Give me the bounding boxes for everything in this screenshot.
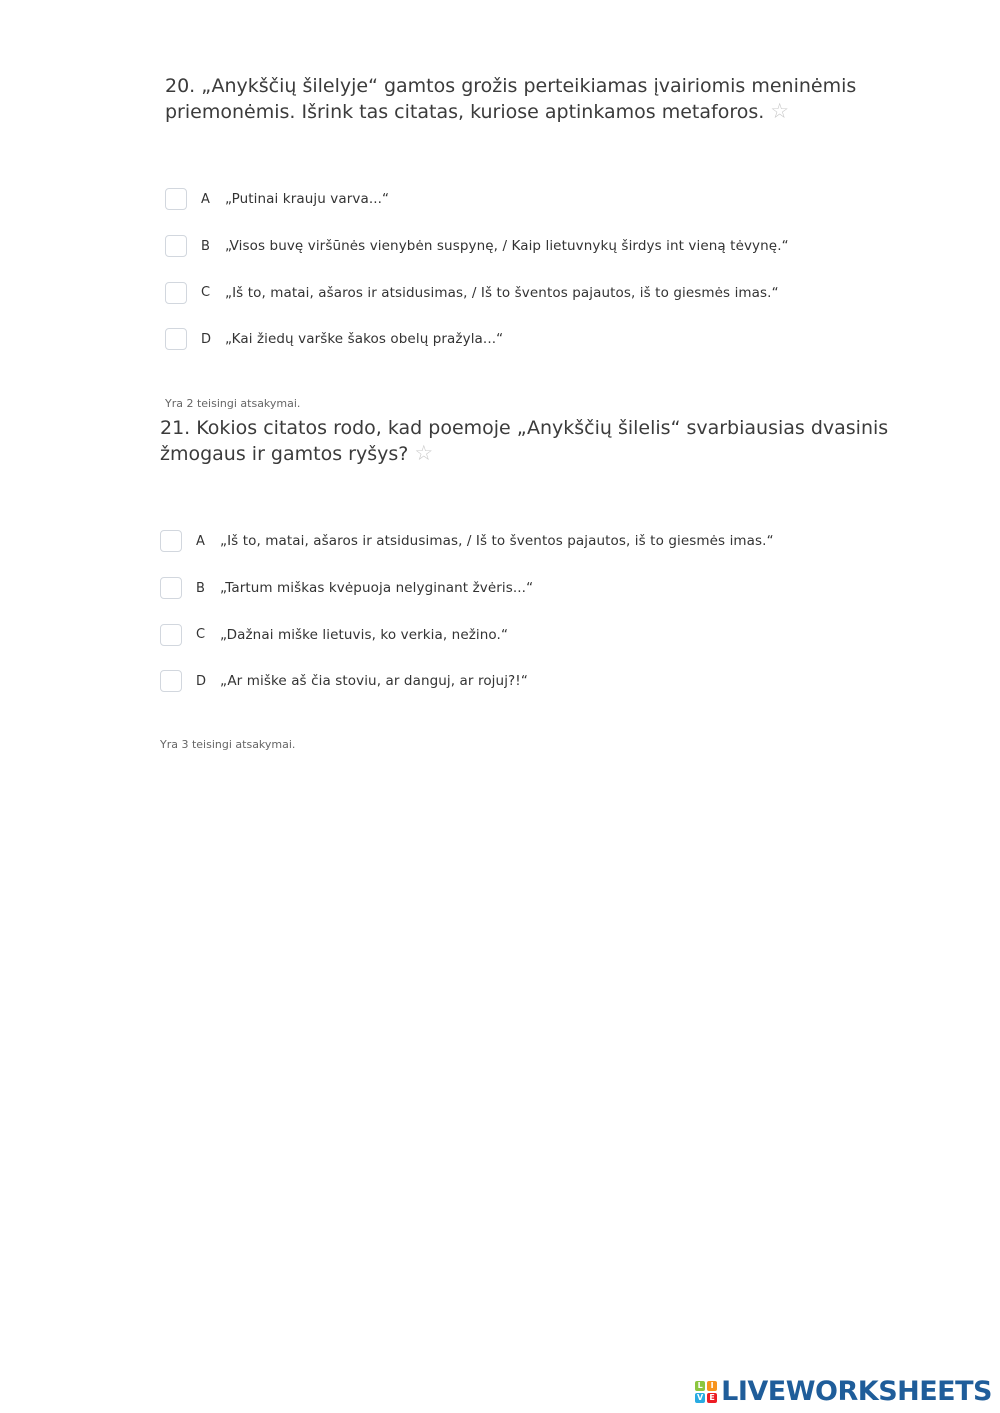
- option-c[interactable]: [165, 269, 965, 316]
- option-d[interactable]: [165, 316, 965, 363]
- option-letter: A: [201, 191, 210, 207]
- liveworksheets-logo: [695, 1376, 992, 1407]
- option-text: „Kai žiedų varške šakos obelų pražyla...“: [225, 331, 504, 348]
- logo-tile: L: [695, 1381, 705, 1391]
- option-b[interactable]: [165, 223, 965, 270]
- option-letter: B: [196, 580, 205, 596]
- option-text: „Iš to, matai, ašaros ir atsidusimas, / Iš to šventos pajautos, iš to giesmės imas.“: [225, 284, 779, 301]
- logo-tile: V: [697, 1393, 704, 1402]
- option-letter: D: [201, 331, 212, 347]
- options-list: [160, 518, 960, 705]
- option-letter: B: [201, 238, 210, 254]
- option-text: „Visos buvę viršūnės vienybėn suspynę, / Kaip lietuvnykų širdys int vieną tėvynę.“: [225, 238, 789, 255]
- option-text: „Putinai krauju varva...“: [225, 191, 390, 208]
- logo-icon: [695, 1381, 717, 1403]
- checkbox[interactable]: [165, 282, 187, 304]
- option-a[interactable]: [165, 176, 965, 223]
- option-a[interactable]: [160, 518, 960, 565]
- question-title: 20. „Anykščių šilelyje“ gamtos grožis perteikiamas įvairiomis meninėmis priemonėmis. Išrink tas citatas, kuriose aptinkamos metaforos. ☆: [165, 75, 857, 123]
- option-c[interactable]: [160, 611, 960, 658]
- option-b[interactable]: [160, 565, 960, 612]
- options-list: [165, 176, 965, 363]
- logo-text: LIVEWORKSHEETS: [721, 1376, 992, 1407]
- question-title: 21. Kokios citatos rodo, kad poemoje „Anykščių šilelis“ svarbiausias dvasinis žmogaus ir gamtos ryšys? ☆: [160, 417, 889, 465]
- checkbox[interactable]: [160, 624, 182, 646]
- answer-count-hint: Yra 3 teisingi atsakymai.: [160, 737, 296, 751]
- question-21: [160, 416, 960, 751]
- logo-tile: I: [707, 1381, 717, 1391]
- checkbox[interactable]: [160, 670, 182, 692]
- option-letter: C: [196, 627, 206, 643]
- checkbox[interactable]: [160, 577, 182, 599]
- question-20: [165, 74, 965, 410]
- option-text: „Dažnai miške lietuvis, ko verkia, nežino.“: [220, 626, 509, 643]
- option-letter: D: [196, 673, 207, 689]
- checkbox[interactable]: [165, 235, 187, 257]
- option-text: „Tartum miškas kvėpuoja nelyginant žvėris...“: [220, 580, 534, 597]
- checkbox[interactable]: [165, 188, 187, 210]
- star-icon[interactable]: ☆: [770, 99, 790, 123]
- star-icon[interactable]: ☆: [414, 441, 434, 465]
- option-text: „Iš to, matai, ašaros ir atsidusimas, / Iš to šventos pajautos, iš to giesmės imas.“: [220, 533, 774, 550]
- checkbox[interactable]: [165, 328, 187, 350]
- option-text: „Ar miške aš čia stoviu, ar danguj, ar rojuj?!“: [220, 673, 528, 690]
- option-d[interactable]: [160, 658, 960, 705]
- option-letter: A: [196, 533, 205, 549]
- option-letter: C: [201, 285, 211, 301]
- checkbox[interactable]: [160, 530, 182, 552]
- answer-count-hint: Yra 2 teisingi atsakymai.: [165, 396, 301, 410]
- logo-tile: E: [707, 1393, 717, 1403]
